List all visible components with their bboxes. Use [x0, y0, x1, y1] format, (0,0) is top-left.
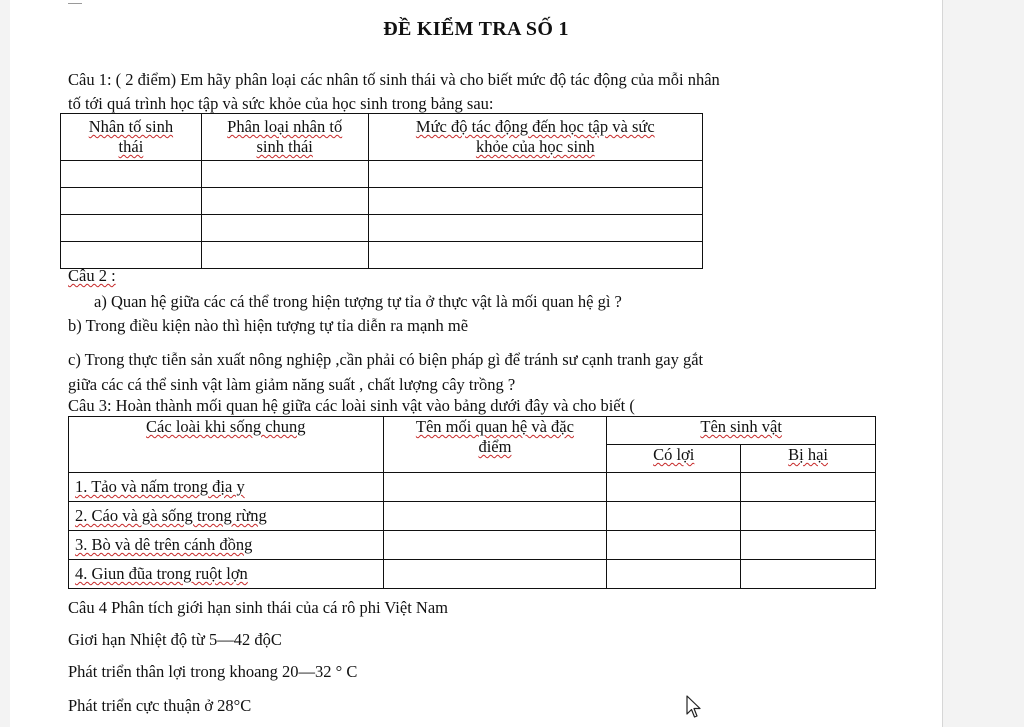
- mouse-cursor-icon: [686, 695, 702, 719]
- document-title: ĐỀ KIỂM TRA SỐ 1: [383, 18, 569, 40]
- header-classification: Phân loại nhân tố sinh thái: [201, 114, 368, 161]
- header-harm: Bị hại: [741, 445, 876, 473]
- ecological-factors-table: [60, 113, 703, 269]
- species-cell: 2. Cáo và gà sống trong rừng: [69, 502, 384, 531]
- table-cell: [61, 161, 202, 188]
- table-header-row: [69, 417, 876, 445]
- species-cell: 3. Bò và dê trên cánh đồng: [69, 531, 384, 560]
- table-cell: [607, 473, 741, 502]
- table-cell: [368, 215, 702, 242]
- table-row: [69, 531, 876, 560]
- table-row: [61, 242, 703, 269]
- question-4-line: Câu 4 Phân tích giới hạn sinh thái của cá rô phi Việt Nam: [68, 598, 448, 617]
- question-2-a: a) Quan hệ giữa các cá thể trong hiện tượng tự tỉa ở thực vật là mối quan hệ gì ?: [94, 292, 622, 311]
- table-cell: [741, 560, 876, 589]
- table-cell: [607, 502, 741, 531]
- table-cell: [383, 502, 607, 531]
- table-cell: [61, 242, 202, 269]
- header-benefit: Có lợi: [607, 445, 741, 473]
- table-cell: [607, 531, 741, 560]
- table-row: [69, 560, 876, 589]
- table-cell: [201, 242, 368, 269]
- table-cell: [368, 161, 702, 188]
- table-row: [69, 473, 876, 502]
- table-cell: [741, 502, 876, 531]
- table-cell: [607, 560, 741, 589]
- question-1-line-1: Câu 1: ( 2 điểm) Em hãy phân loại các nhân tố sinh thái và cho biết mức độ tác động của mỗi nhân: [68, 70, 720, 89]
- header-relation: Tên mối quan hệ và đặc điểm: [383, 417, 607, 473]
- species-relationship-table: [68, 416, 876, 589]
- header-organism: Tên sinh vật: [607, 417, 876, 445]
- good-growth-range: Phát triển thân lợi trong khoang 20—32 ° C: [68, 662, 358, 681]
- table-row: [61, 161, 703, 188]
- table-row: [61, 188, 703, 215]
- table-cell: [383, 473, 607, 502]
- question-2-c-line-1: c) Trong thực tiễn sản xuất nông nghiệp ,cần phải có biện pháp gì để tránh sư cạnh tranh gay gắt: [68, 350, 704, 369]
- question-2-b: b) Trong điều kiện nào thì hiện tượng tự tỉa diễn ra mạnh mẽ: [68, 316, 469, 335]
- table-cell: [368, 188, 702, 215]
- table-cell: [368, 242, 702, 269]
- table-row: [61, 215, 703, 242]
- table-cell: [201, 215, 368, 242]
- table-cell: [201, 161, 368, 188]
- header-factor: Nhân tố sinh thái: [61, 114, 202, 161]
- table-cell: [61, 215, 202, 242]
- header-species: Các loài khi sống chung: [69, 417, 384, 473]
- species-cell: 4. Giun đũa trong ruột lợn: [69, 560, 384, 589]
- species-cell: 1. Tảo và nấm trong địa y: [69, 473, 384, 502]
- question-3-line: Câu 3: Hoàn thành mối quan hệ giữa các loài sinh vật vào bảng dưới đây và cho biết (: [68, 396, 635, 415]
- document-page: [10, 0, 943, 727]
- table-cell: [61, 188, 202, 215]
- question-2-c-line-2: giữa các cá thể sinh vật làm giảm năng suất , chất lượng cây trồng ?: [68, 375, 516, 394]
- table-cell: [741, 473, 876, 502]
- question-2-label: Câu 2 :: [68, 266, 116, 285]
- optimal-temperature: Phát triển cực thuận ở 28°C: [68, 696, 252, 715]
- table-header-row: [61, 114, 703, 161]
- table-cell: [383, 531, 607, 560]
- margin-corner-mark: [68, 0, 82, 4]
- table-cell: [741, 531, 876, 560]
- question-1-line-2: tố tới quá trình học tập và sức khỏe của học sinh trong bảng sau:: [68, 94, 494, 113]
- temperature-limit: Giơi hạn Nhiệt độ từ 5—42 độC: [68, 630, 282, 649]
- table-cell: [201, 188, 368, 215]
- table-cell: [383, 560, 607, 589]
- header-impact-level: Mức độ tác động đến học tập và sức khỏe của học sinh: [368, 114, 702, 161]
- table-row: [69, 502, 876, 531]
